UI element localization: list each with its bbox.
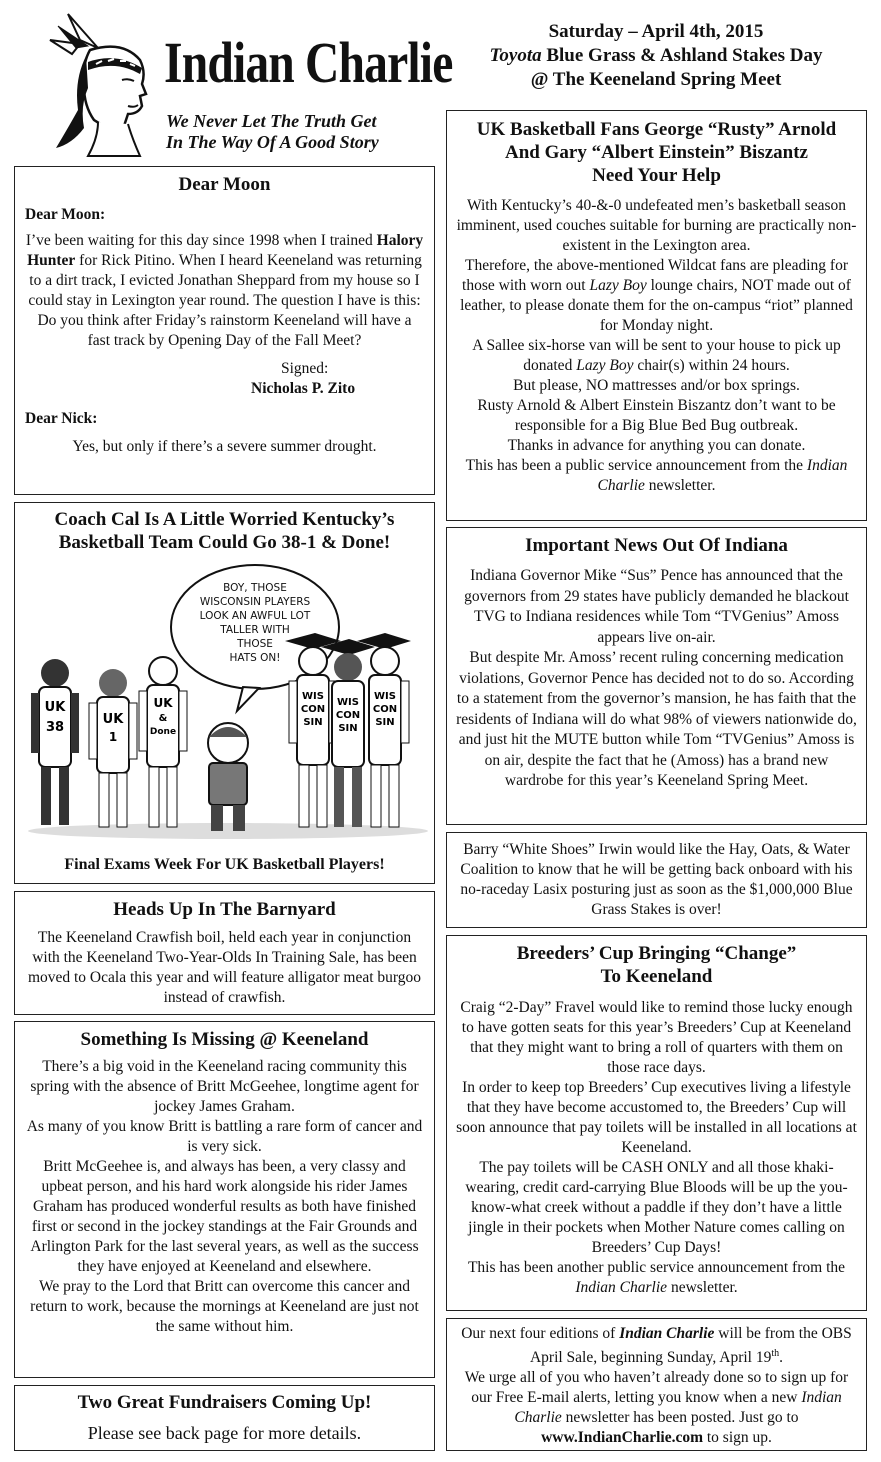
- dear-moon-salutation: Dear Moon:: [25, 206, 106, 223]
- breeders-box: [446, 935, 867, 1311]
- bubble-line-1: BOY, THOSE: [223, 582, 287, 594]
- dear-moon-letter: [25, 231, 424, 351]
- bubble-line-5: THOSE: [237, 638, 273, 650]
- uk-fans-p3: [455, 336, 858, 376]
- breeders-p4-text: This has been another public service announcement from the: [467, 1259, 846, 1276]
- uk-fans-p3-brand: Lazy Boy: [576, 357, 634, 374]
- missing-p2: As many of you know Britt is battling a rare form of cancer and is very sick.: [26, 1118, 423, 1155]
- masthead-tagline-1: We Never Let The Truth Get: [166, 111, 377, 131]
- coach-cal-title-2: Basketball Team Could Go 38-1 & Done!: [58, 532, 391, 553]
- masthead-tagline-2: In The Way Of A Good Story: [166, 132, 379, 152]
- coach-cal-caption: Final Exams Week For UK Basketball Players!: [64, 856, 385, 873]
- uk-player-1: [31, 659, 79, 825]
- dear-moon-signer: Nicholas P. Zito: [251, 380, 356, 397]
- uk-fans-p6: Thanks in advance for anything you can donate.: [507, 437, 806, 454]
- wis-jersey-3-line-1: WIS: [374, 691, 396, 702]
- dateline-sponsor: Toyota: [489, 45, 542, 66]
- editions-box: [446, 1318, 867, 1451]
- masthead-title: Indian Charlie: [164, 30, 453, 95]
- dateline-event: [446, 44, 866, 68]
- website-link[interactable]: www.IndianCharlie.com: [541, 1429, 703, 1447]
- breeders-title-2: To Keeneland: [600, 966, 713, 987]
- dear-moon-title: Dear Moon: [178, 174, 271, 195]
- wis-jersey-1-line-2: CON: [300, 704, 326, 715]
- breeders-p4: [455, 1258, 858, 1298]
- wis-jersey-2-line-2: CON: [335, 710, 361, 721]
- editions-p2-text-3: to sign up.: [703, 1429, 772, 1447]
- editions-p1: [455, 1324, 858, 1368]
- uk-fans-p2-text-2: lounge chairs, NOT made out of leather, to please donate them for the on-campus “riot” planned for Monday night.: [460, 277, 853, 334]
- uk-player-3: [139, 657, 187, 827]
- uk-fans-p2-text: Therefore, the above-mentioned Wildcat fans are pleading for those with worn out: [462, 257, 848, 294]
- dateline-date: Saturday – April 4th, 2015: [548, 21, 764, 42]
- wis-jersey-2-line-3: SIN: [338, 723, 358, 734]
- dear-moon-reply-salutation: Dear Nick:: [25, 410, 98, 427]
- dear-moon-letter-text: I’ve been waiting for this day since 1998 when I trained: [25, 232, 377, 249]
- dateline: [446, 20, 866, 92]
- coach-cal-figure: [208, 723, 248, 831]
- dear-moon-box: [14, 166, 435, 495]
- uk-fans-title-1: UK Basketball Fans George “Rusty” Arnold: [476, 119, 837, 140]
- editions-p2: [455, 1368, 858, 1448]
- editions-p1-newsletter: Indian Charlie: [619, 1325, 715, 1342]
- coach-cal-title-1: Coach Cal Is A Little Worried Kentucky’s: [54, 509, 395, 530]
- uk-jersey-3-amp: &: [158, 713, 168, 724]
- dear-moon-letter-text-2: for Rick Pitino. When I heard Keeneland was returning to a dirt track, I evicted Jonathan Sheppard from my house so I could stay in Lexington year round. The question I have is this: Do you think after Friday’s rainstorm Keeneland will have a fast track by Opening Day of the Fall Meet?: [28, 252, 422, 349]
- barnyard-box: [14, 891, 435, 1015]
- missing-p3: Britt McGeehee is, and always has been, a very classy and upbeat person, and his hard work alongside his rider James Graham has produced wonderful results as both have finished first or second in the jockey standings at the Fair Grounds and Arlington Park for the last several years, as well as the success they have enjoyed at Keeneland and elsewhere.: [30, 1158, 419, 1275]
- breeders-p3: The pay toilets will be CASH ONLY and all those khaki-wearing, credit card-carrying Blue Bloods will be up the you-know-what creek without a paddle if they don’t have a little jingle in their pockets when Mother Nature comes calling on Breeders’ Cup Days!: [465, 1159, 848, 1256]
- barnyard-body: The Keeneland Crawfish boil, held each year in conjunction with the Keeneland Two-Year-Olds In Training Sale, has been moved to Ocala this year and will feature alligator meat burgoo instead of crawfish.: [27, 929, 422, 1006]
- uk-jersey-1-number: 38: [45, 720, 65, 735]
- uk-fans-title-2: And Gary “Albert Einstein” Biszantz: [505, 142, 808, 163]
- breeders-p1: Craig “2-Day” Fravel would like to remind those lucky enough to have gotten seats for this year’s Breeders’ Cup at Keeneland that they might want to bring a roll of quarters with them on those race days.: [460, 999, 853, 1076]
- dear-moon-signed: Signed:: [281, 360, 329, 377]
- bubble-line-3: LOOK AN AWFUL LOT: [199, 610, 311, 622]
- uk-fans-p3-text-2: chair(s) within 24 hours.: [633, 357, 790, 374]
- coach-cal-box: [14, 502, 435, 884]
- indiana-title: Important News Out Of Indiana: [525, 535, 788, 556]
- breeders-p4-newsletter: Indian Charlie: [575, 1279, 668, 1296]
- uk-fans-p4: But please, NO mattresses and/or box springs.: [513, 377, 800, 394]
- uk-fans-p1: With Kentucky’s 40-&-0 undefeated men’s basketball season imminent, used couches suitable for burning are practically non-existent in the Lexington area.: [456, 197, 857, 254]
- editions-p2-newsletter: Indian Charlie: [514, 1389, 842, 1427]
- fundraisers-body: Please see back page for more details.: [87, 1423, 362, 1443]
- dear-moon-horse-name: Halory Hunter: [27, 232, 424, 269]
- editions-p1-ordinal: th: [771, 1348, 780, 1359]
- barry-box: [446, 832, 867, 928]
- editions-p2-text: We urge all of you who haven’t already done so to sign up for our Free E-mail alerts, letting you know when a new: [464, 1369, 849, 1407]
- uk-fans-box: [446, 110, 867, 521]
- uk-jersey-1-label: UK: [44, 700, 66, 715]
- uk-fans-title-3: Need Your Help: [592, 165, 721, 186]
- wis-jersey-2-line-1: WIS: [337, 697, 359, 708]
- wis-jersey-1-line-1: WIS: [302, 691, 324, 702]
- uk-fans-p7-newsletter: Indian Charlie: [597, 457, 848, 494]
- bubble-line-4: TALLER WITH: [220, 624, 290, 636]
- indiana-p1: Indiana Governor Mike “Sus” Pence has announced that the governors from 29 states have publicly demanded he blackout TVG to Indiana residences while Tom “TVGenius” Amoss appears live on-air.: [464, 567, 849, 646]
- uk-jersey-2-label: UK: [102, 712, 124, 727]
- dear-moon-reply: Yes, but only if there’s a severe summer drought.: [72, 438, 377, 455]
- fundraisers-title: Two Great Fundraisers Coming Up!: [77, 1392, 372, 1413]
- indiana-box: [446, 527, 867, 825]
- breeders-title-1: Breeders’ Cup Bringing “Change”: [516, 943, 797, 964]
- wis-jersey-3-line-2: CON: [372, 704, 398, 715]
- barnyard-title: Heads Up In The Barnyard: [113, 899, 336, 920]
- editions-p1-text: Our next four editions of: [461, 1325, 620, 1342]
- uk-player-2: [89, 669, 137, 827]
- uk-fans-p2-brand: Lazy Boy: [589, 277, 647, 294]
- uk-jersey-3-label: UK: [153, 696, 173, 710]
- indian-chief-logo-icon: [28, 10, 158, 160]
- editions-p1-text-2: will be from the OBS April Sale, beginning Sunday, April 19: [529, 1325, 852, 1367]
- wis-jersey-3-line-3: SIN: [375, 717, 395, 728]
- dateline-stakes: Blue Grass & Ashland Stakes Day: [541, 45, 823, 66]
- uk-jersey-3-done: Done: [149, 727, 177, 737]
- uk-fans-p7-text-2: newsletter.: [644, 477, 716, 494]
- bubble-line-6: HATS ON!: [229, 652, 281, 664]
- wis-jersey-1-line-3: SIN: [303, 717, 323, 728]
- missing-box: [14, 1021, 435, 1378]
- breeders-p2: In order to keep top Breeders’ Cup executives living a lifestyle that they have become accustomed to, the Breeders’ Cup will soon announce that pay toilets will be installed in all locations at Keeneland.: [456, 1079, 857, 1156]
- wis-player-3: [357, 633, 411, 827]
- editions-p1-period: .: [779, 1349, 784, 1367]
- barry-body: Barry “White Shoes” Irwin would like the Hay, Oats, & Water Coalition to know that he will be getting back onboard with his no-raceday Lasix posturing just as soon as the $1,000,000 Blue Grass Stakes is over!: [460, 841, 853, 918]
- uk-fans-p7: [455, 456, 858, 496]
- uk-jersey-2-number: 1: [108, 730, 118, 744]
- missing-p1: There’s a big void in the Keeneland racing community this spring with the absence of Britt McGeehee, longtime agent for jockey James Graham.: [30, 1058, 419, 1115]
- dateline-meet: @ The Keeneland Spring Meet: [530, 69, 782, 90]
- cartoon-illustration: [23, 561, 428, 851]
- masthead: [16, 10, 453, 160]
- uk-fans-p2: [455, 256, 858, 336]
- uk-fans-p3-text: A Sallee six-horse van will be sent to your house to pick up donated: [472, 337, 841, 374]
- missing-title: Something Is Missing @ Keeneland: [80, 1029, 369, 1050]
- editions-p2-text-2: newsletter has been posted. Just go to: [561, 1409, 799, 1427]
- bubble-line-2: WISCONSIN PLAYERS: [199, 596, 311, 608]
- breeders-p4-text-2: newsletter.: [667, 1279, 738, 1296]
- uk-fans-p5: Rusty Arnold & Albert Einstein Biszantz don’t want to be responsible for a Big Blue Bed Bug outbreak.: [477, 397, 836, 434]
- missing-p4: We pray to the Lord that Britt can overcome this cancer and return to work, because the mornings at Keeneland are just not the same without him.: [30, 1278, 419, 1335]
- indiana-p2: But despite Mr. Amoss’ recent ruling concerning medication violations, Governor Pence has decided not to do so. According to a statement from the governor’s mansion, he has faith that the residents of Indiana will do what 98% of viewers nationwide do, and just hit the MUTE button while Tom “TVGenius” Amoss is on air, despite the fact that he (Amoss) has a brand new wardrobe for this year’s Keeneland Spring Meet.: [456, 649, 857, 789]
- fundraisers-box: [14, 1385, 435, 1451]
- uk-fans-p7-text: This has been a public service announcement from the: [465, 457, 807, 474]
